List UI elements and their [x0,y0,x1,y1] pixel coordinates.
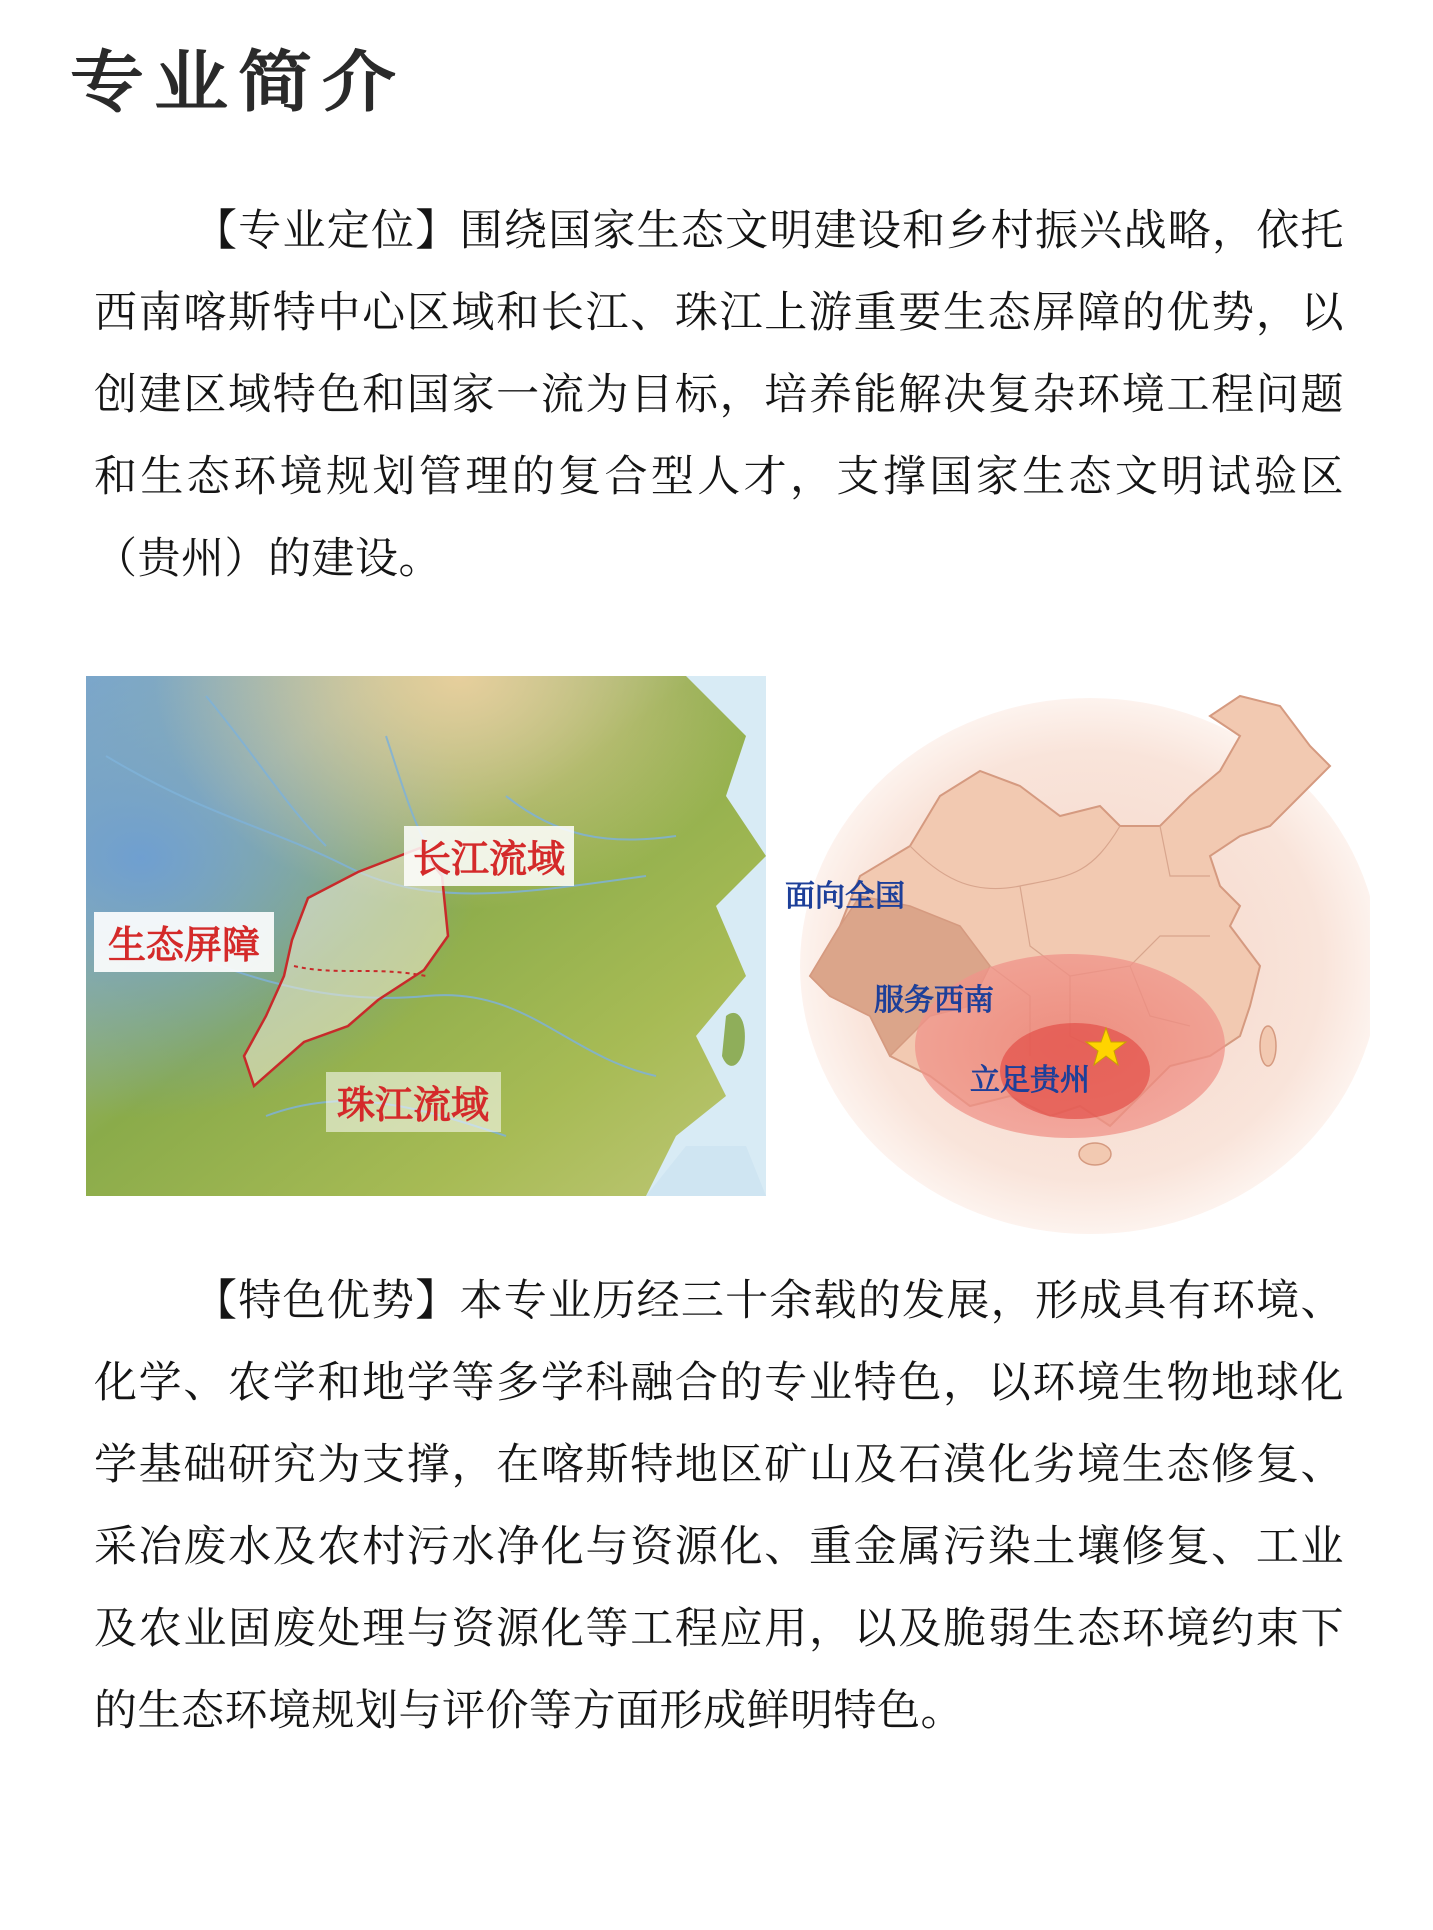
guizhou-label: 立足贵州 [970,1063,1090,1098]
section-body: 本专业历经三十余载的发展，形成具有环境、化学、农学和地学等多学科融合的专业特色，以环境生物地球化学基础研究为支撑，在喀斯特地区矿山及石漠化劣境生态修复、采冶废水及农村污水净化与资源化、重金属污染土壤修复、工业及农业固废处理与资源化等工程应用，以及脆弱生态环境约束下的生态环境规划与评价等方面形成鲜明特色。 [94,1276,1345,1736]
section-heading: 【特色优势】 [194,1276,460,1326]
yangtze-label: 长江流域 [412,837,566,881]
terrain-map-image [86,676,766,1196]
section-body: 围绕国家生态文明建设和乡村振兴战略，依托西南喀斯特中心区域和长江、珠江上游重要生态屏障的优势，以创建区域特色和国家一流为目标，培养能解决复杂环境工程问题和生态环境规划管理的复合型人才，支撑国家生态文明试验区（贵州）的建设。 [94,206,1345,584]
pearl-label: 珠江流域 [336,1083,490,1127]
southwest-label: 服务西南 [874,983,994,1018]
terrain-map [86,676,766,1196]
national-label: 面向全国 [785,879,905,914]
barrier-label: 生态屏障 [107,923,261,967]
section-positioning [94,190,1344,600]
section-heading: 【专业定位】 [194,206,460,256]
section-advantages [94,1260,1344,1752]
page-title: 专业简介 [70,43,406,122]
china-map-image [770,676,1370,1236]
china-map [770,676,1370,1236]
